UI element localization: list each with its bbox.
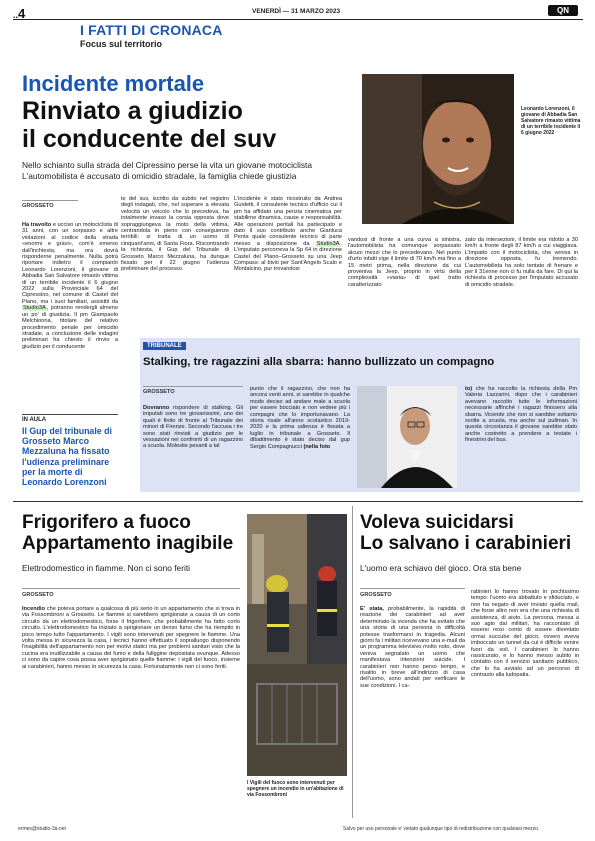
- page-number-value: 4: [18, 6, 26, 21]
- page-number-prefix: ..: [13, 10, 19, 20]
- article-title-line1: Rinviato a giudizio: [22, 97, 243, 125]
- fridge-subtitle: Elettrodomestico in fiamme. Non ci sono feriti: [22, 563, 191, 573]
- stalking-col1-text: rispondere di stalking. Gli imputati sono tre giovanissimi, uno dei quali è finito di fronte al Tribunale dei minori di Firenze. Secondo l'accusa i tre sono stati rinviati a giudizio per le vessazioni nei confronti di un ragazzino a scuola. Molestie pesanti a tal: [143, 405, 243, 450]
- stalking-col3-bold: to): [465, 386, 473, 392]
- main-dateline: GROSSETO: [22, 203, 54, 209]
- fridge-title-line1: Frigorifero a fuoco: [22, 512, 191, 533]
- footer-email: ermes@studio-3a.net: [18, 826, 66, 832]
- judge-portrait-icon: [357, 386, 457, 488]
- main-article-col1-end: , potranno rendergli almeno un po' di giustizia. Il pm Giampaolo Melchionna, titolare del relativo procedimento penale per omicidio stradale, a conclusione delle indagini preliminari ha chiesto il rinvio a giudizio per il conducente: [22, 305, 118, 350]
- stalking-title: Stalking, tre ragazzini alla sbarra: hanno bullizzato un compagno: [143, 356, 495, 368]
- sidebar-label: IN AULA: [22, 417, 47, 423]
- article-subtitle-line2: L'automobilista è accusato di omicidio stradale, la famiglia chiede giustizia: [22, 171, 297, 181]
- article-kicker: Incidente mortale: [22, 71, 205, 96]
- stalking-col3: [465, 386, 577, 490]
- judge-photo: [357, 386, 457, 488]
- sidebar-text: Il Gup del tribunale di Grosseto Marco Mezzaluna ha fissato l'udienza preliminare per la morte di Leonardo Lorenzoni: [22, 426, 112, 488]
- victim-portrait-icon: [362, 74, 514, 224]
- qn-logo: QN: [548, 5, 578, 16]
- suicide-col1: [360, 606, 465, 798]
- fridge-dateline: GROSSETO: [22, 592, 54, 598]
- stalking-col3-text: che ha raccolto la richiesta della Pm Valeria Lazzarini, dopo che i carabinieri avevano raccolto tutte le informazioni necessarie affinché i ragazzi finissero alla sbarra. Vicende che non si sarebbe soltanto svolte a scuola, ma anche sul pullman. In questa circostanza il giovane sarebbe stato anche costretto a prendere a testate i finestrini del bus.: [465, 386, 577, 444]
- main-article-lead: Ha travolto: [22, 222, 52, 228]
- main-article-col3: [234, 196, 342, 332]
- section-title: I FATTI DI CRONACA: [80, 22, 223, 38]
- footer-disclaimer: Salvo per uso personale e' vietato qualunque tipo di redistribuzione con qualsiasi mezzo.: [343, 826, 540, 832]
- victim-photo-caption: Leonardo Lorenzoni, il giovane di Abbadia San Salvatore rimasto vittima di un terribile incidente il 6 giugno 2022: [521, 106, 581, 136]
- firefighters-scene-icon: [247, 514, 347, 776]
- suicide-lead: E' stata,: [360, 606, 384, 612]
- main-article-col1-text: e ucciso un motociclista di 31 anni, con un sorpasso e altre violazioni al codice della strada «enormi e gravi», com'è emerso dall'inchiesta, ma ora dovrà risponderne penalmente. Nulla potrà riportare indietro il compianto Leonardo Lorenzoni, il giovane di Abbadia San Salvatore rimasto vittima di un terribile incidente il 6 giugno 2022 sulla Provinciale 64 del Cipressino, nel comune di Castel del Piano, ma i suoi familiari, assistiti da: [22, 222, 118, 305]
- article-subtitle-line1: Nello schianto sulla strada del Cipressino perse la vita un giovane motociclista: [22, 160, 313, 170]
- main-article-col1: [22, 222, 118, 409]
- suicide-title-line1: Voleva suicidarsi: [360, 512, 514, 533]
- main-article-col5: zato da intersezioni, il limite era ridotto a 30 km/h a fronte degli 87 km/h a cui viaggiava. L'impatto con il motociclista, che veniva in direzione opposta, fu tremendo. L'automobilista ha solo tentato di frenare e per il 31enne non ci fu nulla da fare. Di qui la richiesta di processo per l'imputato accusato di omicidio stradale.: [465, 237, 578, 288]
- stalking-col2-bold: (nella foto: [303, 443, 331, 450]
- firefighters-photo: [247, 514, 347, 776]
- stalking-lead: Dovranno: [143, 405, 170, 411]
- studio3a-highlight-2: Studio3A: [316, 240, 340, 247]
- suicide-col1-text: probabilmente, la rapidità di reazione dei carabinieri ad aver determinato la vicenda che ha evitato che una storia di una persona in difficoltà potesse trasformarsi in tragedia. Alcuni giorni fa i militari ricevevano una e-mail da un programma televisivo molto noto, dove veniva segnalato un uomo che manifestava intenzioni suicide. I carabinieri non hanno perso tempo, e risalito in breve all'indirizzo di casa dell'uomo, sono andati per verificare le sue condizioni. I ca-: [360, 606, 465, 689]
- suicide-subtitle: L'uomo era schiavo del gioco. Ora sta bene: [360, 563, 522, 573]
- studio3a-highlight-1: Studio3A: [23, 305, 46, 312]
- suicide-title-line2: Lo salvano i carabinieri: [360, 533, 572, 554]
- main-article-col4: vandosi di fronte a una curva a sinistra, l'automobilista ha comunque sorpassato alcuni mezzi che lo precedevano. Nel punto d'urto infatti vige il limite di 70 km/h ma fino a 15 metri prima, nella direzione da cui proveniva la Jeep, proprio in virtù della complessità «viaria» di quel tratto caratterizzato: [348, 237, 461, 288]
- fridge-body-text: che poteva portare a qualcosa di più serio in un appartamento che si trova in via Fossombroni a Grosseto. Le fiamme si sarebbero sprigionate a causa di un corto circuito da un elettrodomestico, forse il frigorifero, che probabilmente ha fatto corto circuito. L'elettrodomestico ha iniziato a sprigionare un denso fumo che ha riempito in poco tempo tutto l'appartamento. I vigili sono intervenuti per spegnere le fiamme. Una volta messa in sicurezza la casa, i tecnici hanno effettuato il sopralluogo disponendo l'inagibilità dell'appartamento non per motivi statici ma per problemi sanitari visto che la cucina era inutilizzabile a causa del fumo e della fuliggine depositata ovunque. Adesso ci sono da capire cosa possa aver sprigionato quelle fiamme: i vigili del fuoco, insieme ai carabinieri, hanno messo in sicurezza la casa. Fortunatamente non ci sono feriti.: [22, 606, 240, 670]
- section-subtitle: Focus sul territorio: [80, 39, 163, 49]
- main-article-col3-text: L'incidente è stato ricostruito da Andrea Guidetti, il consulente tecnico d'ufficio cui il pm ha affidato una perizia cinematica per stabilirne dinamica, cause e responsabilità. Alle operazioni peritali ha partecipato e dato il suo contributo anche Gianluca Penta quale consulente tecnico di parte messo a disposizione da: [234, 196, 342, 247]
- stalking-col2-text: punto che il ragazzino, che non ha ancora venti anni, si sarebbe in qualche modo deciso ad andare male a scuola per essere bocciato e non vedere più i compagni che lo importunavano. La storia risale all'anno scolastico 2019-2020 e la prima udienza è fissata a luglio in tribunale a Grosseto. Il dibattimento è stato deciso dal gup Sergio Compagnucci: [250, 386, 350, 450]
- date-line: VENERDÌ — 31 MARZO 2023: [252, 8, 341, 15]
- fridge-lead: Incendio: [22, 606, 45, 612]
- stalking-col1: [143, 405, 243, 490]
- victim-photo: [362, 74, 514, 224]
- main-article-col2: te del suv, iscritto da subito nel registro degli indagati, che, nel superare a elevata velocità un veicolo che lo precedeva, ha totalmente invaso la corsia opposta dove sopraggiungeva la moto della vittima, centrandola in pieno con conseguenze terribili: si tratta di un uomo di cinquant'anni, di Santa Fiora. Riscontrando la richiesta, il Gup del Tribunale di Grosseto Marco Mezzaluna, ha dunque fissato per il 22 giugno l'udienza preliminare del processo.: [121, 196, 229, 273]
- stalking-tag: TRIBUNALE: [143, 342, 186, 350]
- firefighters-caption: I Vigili del fuoco sono intervenuti per spegnere un incendio in un'abitazione di via Fossombroni: [247, 780, 344, 798]
- fridge-title-line2: Appartamento inagibile: [22, 533, 234, 554]
- fridge-body: [22, 606, 240, 802]
- stalking-dateline: GROSSETO: [143, 389, 175, 395]
- suicide-col2: rabinieri lo hanno trovato in pochissimo tempo: l'uomo era abbattuto e sfiduciato, e non ha negato di aver inviato quella mail, che forse altro non era che una richiesta di assistenza, di aiuto. La persona, messa a suo agio dai militari, ha raccontato di essersi reso conto di essere diventato ormai succube del gioco, ovvero aveva imboccato un tunnel da cui è difficile venire fuori da soli. I carabinieri lo hanno rassicurato, e lo hanno messo subito in contatto con il servizio sanitario pubblico, che lo ha avviato ad un percorso di contrasto alla ludopatia.: [471, 589, 579, 679]
- main-article-col3-end: . L'imputato percorreva la Sp 64 in direzione Castel del Piano–Grosseto su una Jeep Compass: al bivio per Sant'Angelo Scalo e Montalcino, pur trovandosi: [234, 240, 342, 273]
- article-title-line2: il conducente del suv: [22, 125, 277, 153]
- stalking-col2: [250, 386, 350, 490]
- suicide-dateline: GROSSETO: [360, 592, 392, 598]
